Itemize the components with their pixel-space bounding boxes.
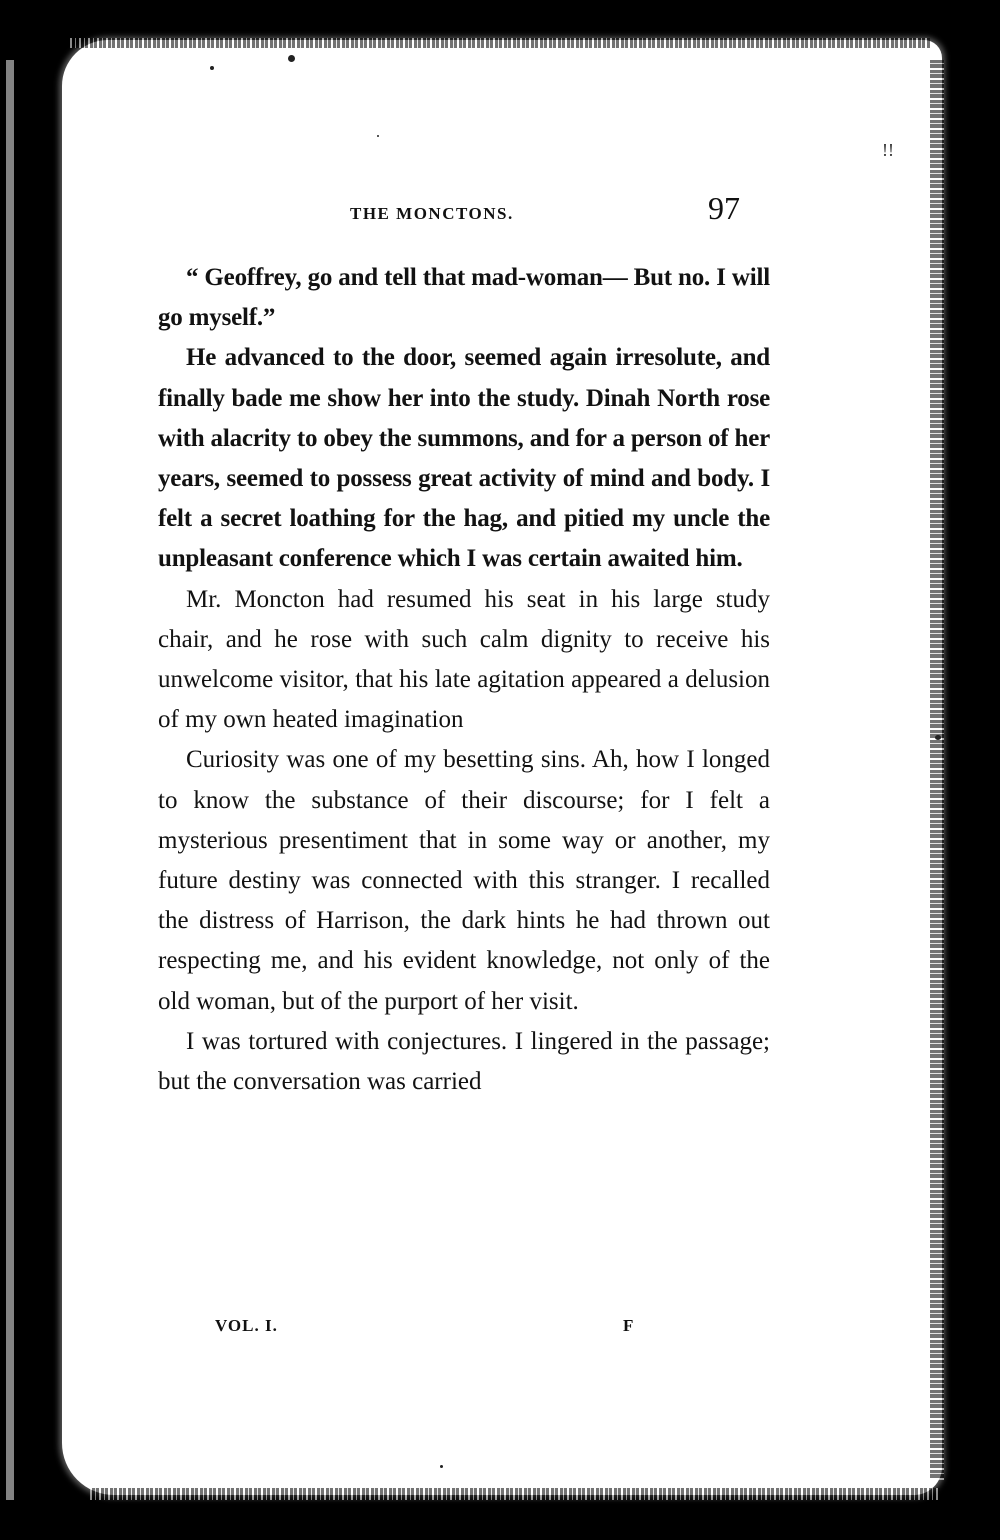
signature-mark: F [623, 1316, 635, 1335]
paragraph-4: Curiosity was one of my besetting sins. Ah, how I longed to know the substance of their discourse; for I felt a mysterious presentiment that in some way or another, my future destiny was connected with this stranger. I recalled the distress of Harrison, the dark hints he had thrown out respecting me, and his evident knowledge, not only of the old woman, but of the purport of her visit. [158, 746, 770, 1015]
paragraph-3: Mr. Moncton had resumed his seat in his large study chair, and he rose with such calm dignity to receive his unwelcome visitor, that his late agitation appeared a delusion of my own heated imagination [158, 585, 770, 734]
ink-speck [935, 735, 941, 740]
top-page-edge [70, 38, 930, 48]
paragraph-5: I was tortured with conjectures. I lingered in the passage; but the conversation was carried [158, 1027, 770, 1096]
page-header [160, 190, 760, 240]
ink-speck [377, 135, 379, 137]
right-page-edge [930, 60, 944, 1480]
page-number: 97 [708, 190, 740, 226]
ink-speck [210, 66, 214, 70]
bottom-page-edge [90, 1488, 940, 1500]
volume-label: VOL. I. [215, 1316, 278, 1335]
running-title: THE MONCTONS. [350, 204, 514, 223]
margin-mark: !! [882, 140, 894, 160]
page-footer [215, 1316, 665, 1336]
paragraph-2: He advanced to the door, seemed again irresolute, and finally bade me show her into the study. Dinah North rose with alacrity to obey the summons, and for a person of her years, seemed to possess great activity of mind and body. I felt a secret loathing for the hag, and pitied my uncle the unpleasant conference which I was certain awaited him. [158, 344, 770, 573]
paragraph-1: “ Geoffrey, go and tell that mad-woman— But no. I will go myself.” [158, 264, 770, 332]
ink-speck [440, 1465, 443, 1468]
book-spine-edge [6, 60, 14, 1500]
body-text [158, 258, 770, 1102]
ink-speck [288, 55, 295, 62]
